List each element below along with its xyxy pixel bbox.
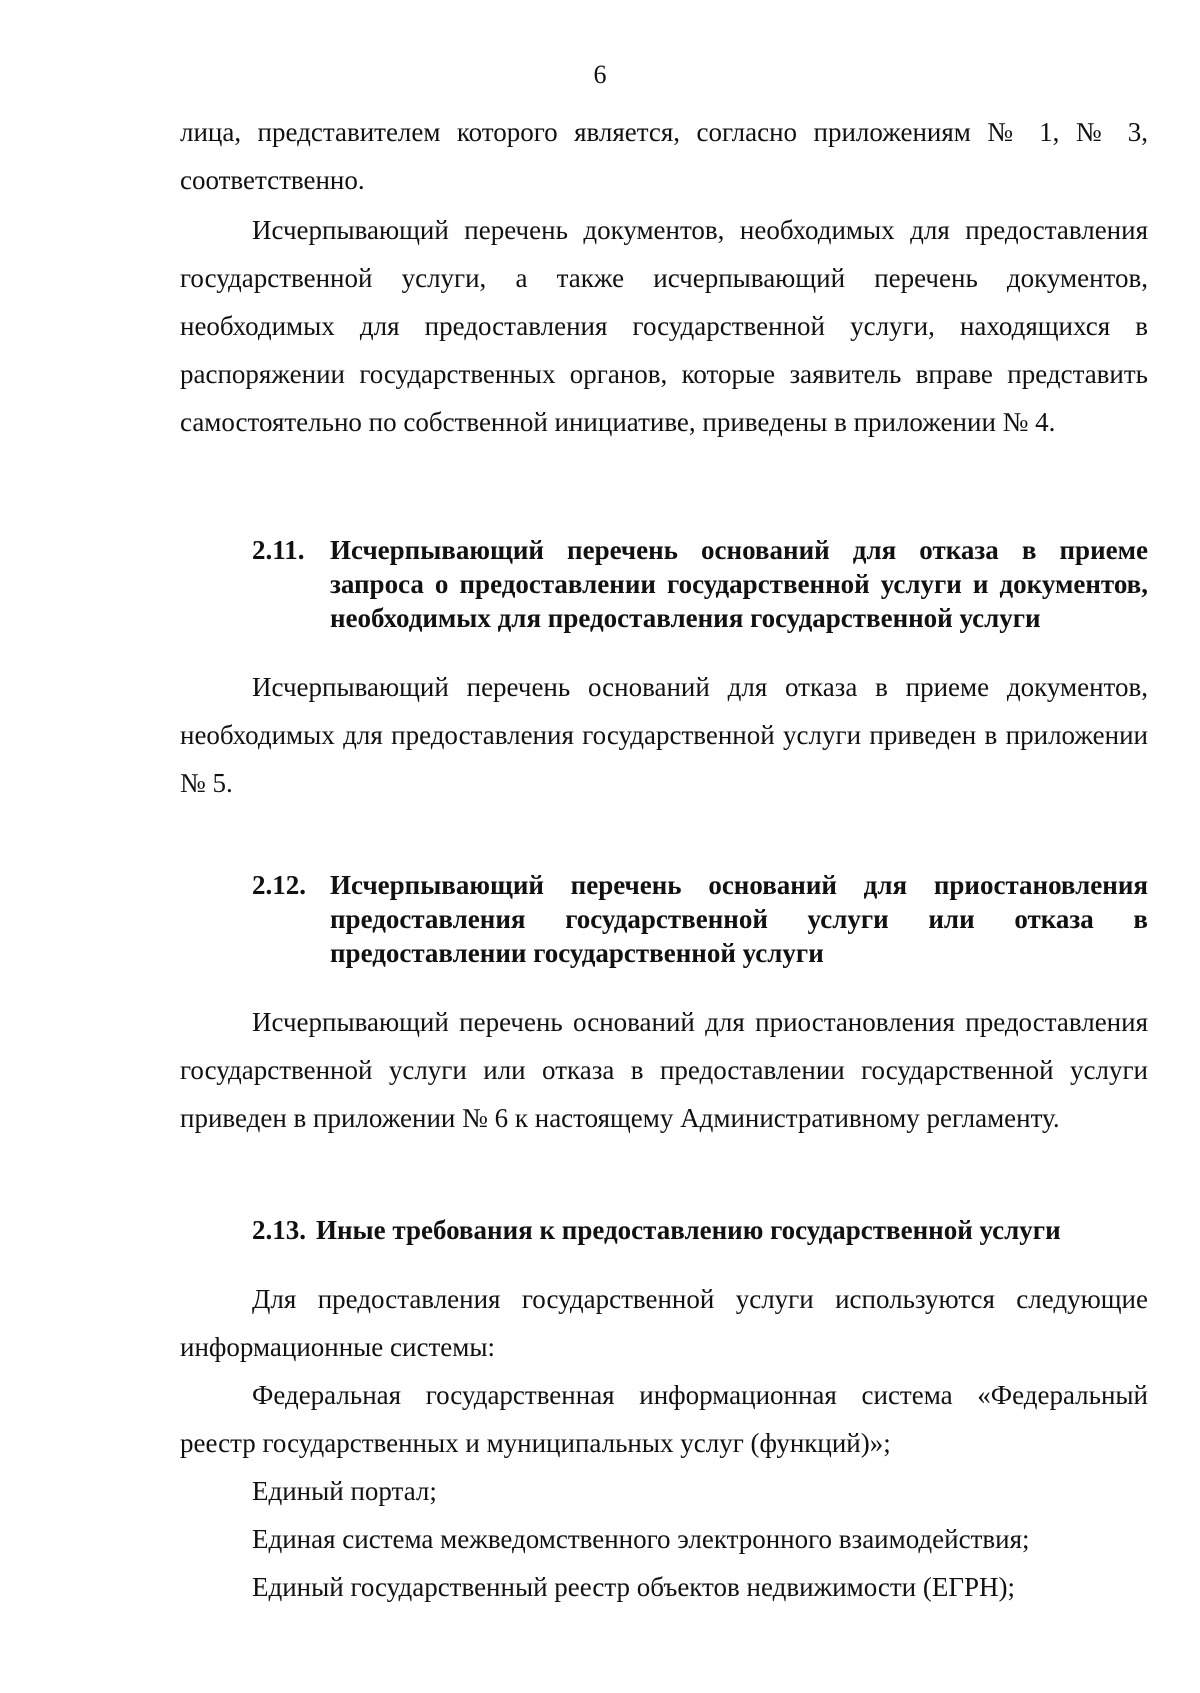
section-title: Исчерпывающий перечень оснований для приостановления предоставления государственной услуги или отказа в предоставлении государственной услуги [330, 870, 1148, 968]
section-2-11 [180, 533, 1148, 807]
section-paragraph: Единый портал; [252, 1476, 437, 1506]
page-number: 6 [593, 60, 607, 89]
section-2-12 [180, 868, 1148, 1142]
section-number: 2.13. [252, 1215, 306, 1245]
section-paragraph: Исчерпывающий перечень оснований для приостановления предоставления государственной услуги или отказа в предоставлении государственной услуги приведен в приложении № 6 к настоящему Административному регламенту. [180, 1007, 1148, 1133]
section-paragraph: Исчерпывающий перечень оснований для отказа в приеме документов, необходимых для предоставления государственной услуги приведен в приложении № 5. [180, 672, 1148, 798]
section-heading [180, 533, 1148, 635]
section-heading [180, 868, 1148, 970]
intro-block [180, 108, 1148, 446]
section-title: Иные требования к предоставлению государственной услуги [316, 1215, 1061, 1245]
section-paragraph: Единая система межведомственного электронного взаимодействия; [252, 1524, 1030, 1554]
intro-continuation: лица, представителем которого является, согласно приложениям № 1, № 3, соответственно. [180, 117, 1148, 195]
section-paragraph: Единый государственный реестр объектов недвижимости (ЕГРН); [252, 1572, 1015, 1602]
section-2-13 [180, 1213, 1148, 1611]
section-number: 2.11. [252, 535, 305, 565]
section-title: Исчерпывающий перечень оснований для отказа в приеме запроса о предоставлении государственной услуги и документов, необходимых для предоставления государственной услуги [330, 535, 1148, 633]
section-heading [180, 1213, 1148, 1247]
intro-paragraph: Исчерпывающий перечень документов, необходимых для предоставления государственной услуги, а также исчерпывающий перечень документов, необходимых для предоставления государственной услуги, находящихся в распоряжении государственных органов, которые заявитель вправе представить самостоятельно по собственной инициативе, приведены в приложении № 4. [180, 215, 1148, 437]
section-paragraph: Федеральная государственная информационная система «Федеральный реестр государственных и муниципальных услуг (функций)»; [180, 1380, 1148, 1458]
section-paragraph: Для предоставления государственной услуги используются следующие информационные системы: [180, 1284, 1148, 1362]
section-number: 2.12. [252, 870, 306, 900]
